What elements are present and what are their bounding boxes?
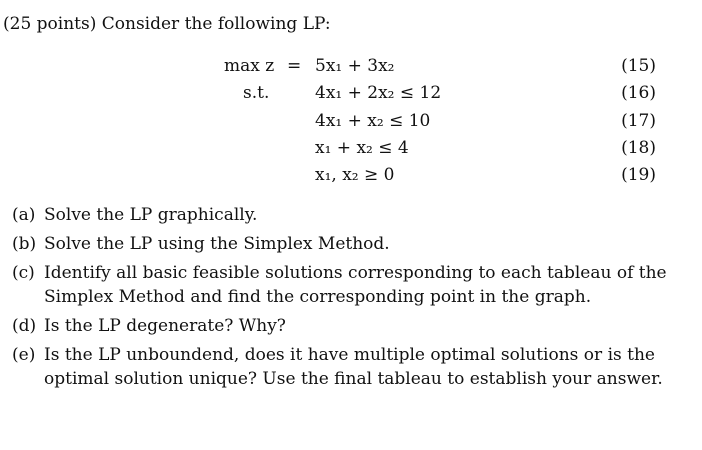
equation-number-18: (18) xyxy=(621,138,656,158)
question-parts-list xyxy=(12,203,667,396)
constraint-1: 4x₁ + 2x₂ ≤ 12 xyxy=(315,83,442,103)
objective-expression: 5x₁ + 3x₂ xyxy=(315,56,395,76)
problem-intro: (25 points) Consider the following LP: xyxy=(3,14,331,34)
part-label: (e) xyxy=(12,345,36,365)
part-text: Solve the LP graphically. xyxy=(44,205,258,225)
part-label: (d) xyxy=(12,316,37,336)
nonnegativity-constraint: x₁, x₂ ≥ 0 xyxy=(315,165,395,185)
part-b xyxy=(12,232,667,256)
part-label: (a) xyxy=(12,205,36,225)
part-label: (b) xyxy=(12,234,37,254)
part-text: Is the LP unboundend, does it have multiple optimal solutions or is the optimal solution unique? Use the final tableau to establish your answer. xyxy=(44,345,663,389)
objective-label: max z xyxy=(224,56,275,76)
equation-number-17: (17) xyxy=(621,111,656,131)
constraint-3: x₁ + x₂ ≤ 4 xyxy=(315,138,409,158)
part-c xyxy=(12,261,667,309)
subject-to-label: s.t. xyxy=(243,83,270,103)
part-text: Is the LP degenerate? Why? xyxy=(44,316,286,336)
equation-number-16: (16) xyxy=(621,83,656,103)
objective-equals: = xyxy=(287,56,302,76)
part-label: (c) xyxy=(12,263,35,283)
part-d xyxy=(12,314,667,338)
constraint-2: 4x₁ + x₂ ≤ 10 xyxy=(315,111,431,131)
part-a xyxy=(12,203,667,227)
equation-number-15: (15) xyxy=(621,56,656,76)
part-text: Identify all basic feasible solutions corresponding to each tableau of the Simplex Method and find the corresponding point in the graph. xyxy=(44,263,667,307)
part-e xyxy=(12,343,667,391)
part-text: Solve the LP using the Simplex Method. xyxy=(44,234,390,254)
equation-number-19: (19) xyxy=(621,165,656,185)
